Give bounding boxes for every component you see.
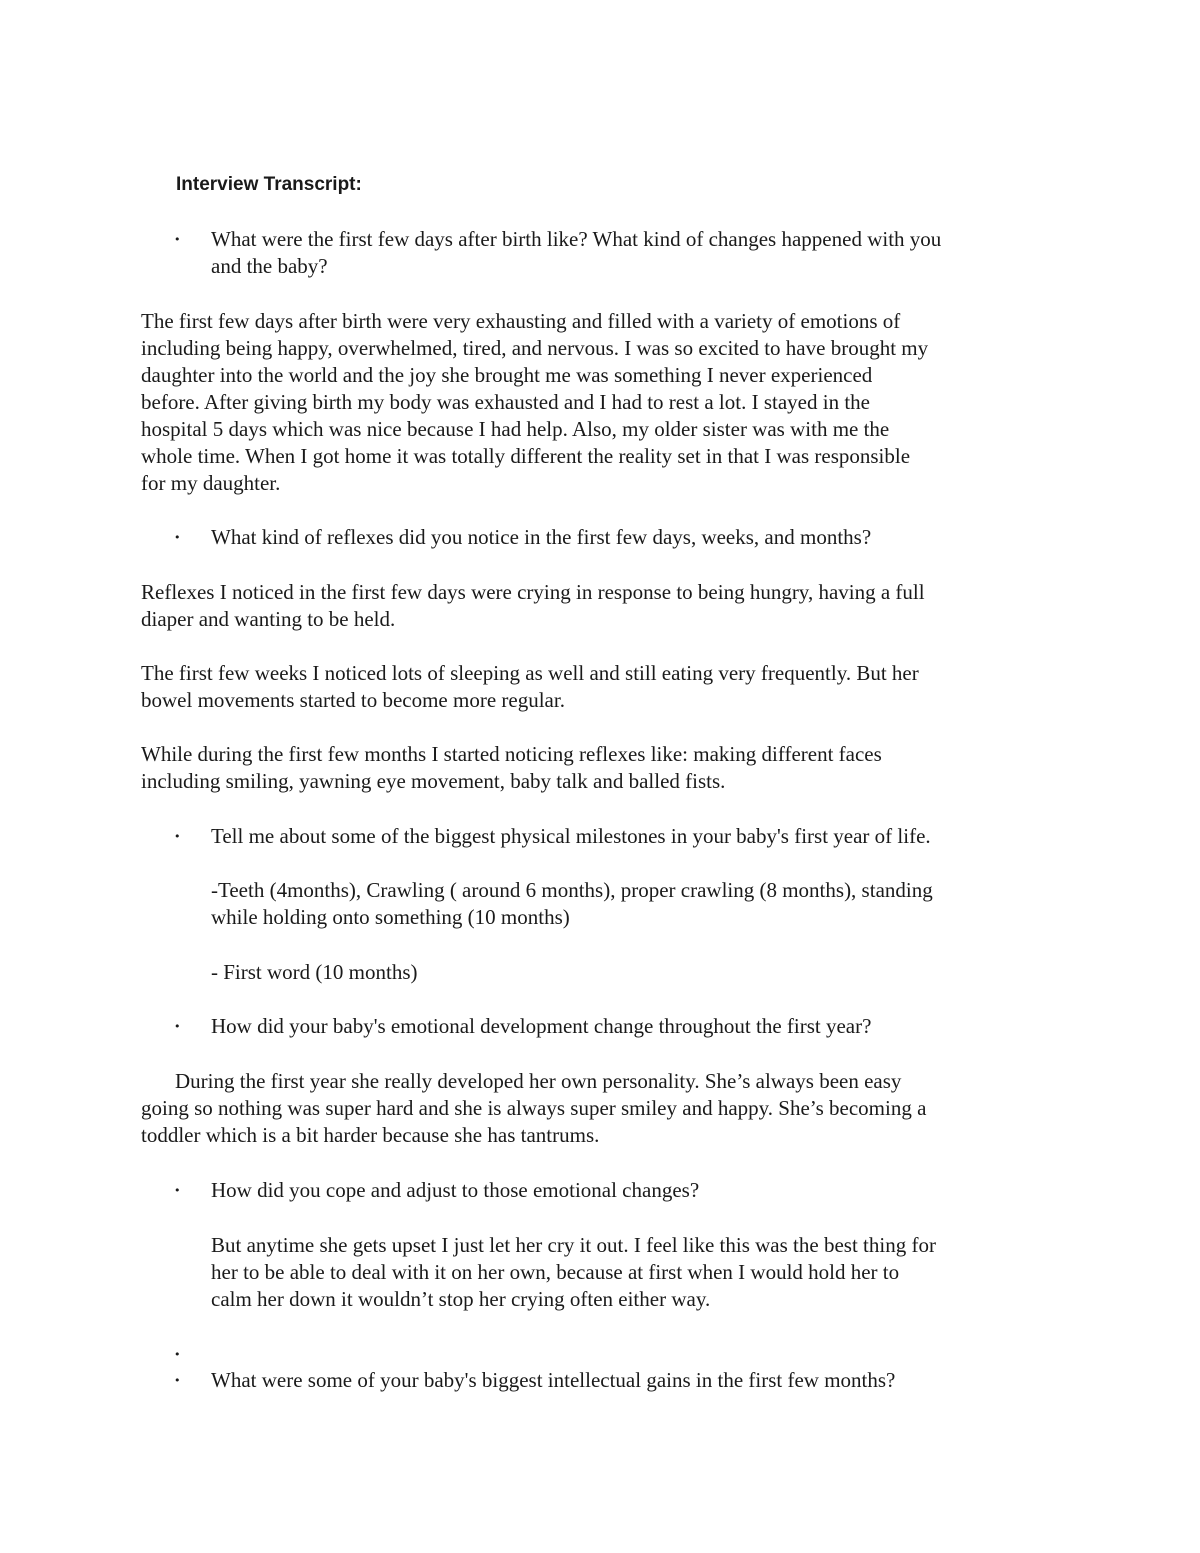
answer-4-line: toddler which is a bit harder because she has tantrums. [141,1123,600,1147]
question-2 [211,524,871,551]
bullet-marker: • [174,1184,181,1197]
answer-3a-line: while holding onto something (10 months) [211,905,570,929]
document-title: Interview Transcript: [176,174,362,195]
answer-1-line: whole time. When I got home it was totally different the reality set in that I was responsible [141,444,911,468]
answer-1-line: daughter into the world and the joy she brought me was something I never experienced [141,363,873,387]
bullet-marker-empty: • [174,1348,181,1361]
answer-2c [141,741,882,795]
answer-1-line: before. After giving birth my body was exhausted and I had to rest a lot. I stayed in the [141,390,870,414]
question-6 [211,1367,895,1394]
question-1 [211,226,941,280]
answer-3a-line: -Teeth (4months), Crawling ( around 6 months), proper crawling (8 months), standing [211,878,933,902]
answer-1-line: for my daughter. [141,471,281,495]
question-4-line: How did your baby's emotional development change throughout the first year? [211,1014,872,1038]
question-3-line: Tell me about some of the biggest physical milestones in your baby's first year of life. [211,824,931,848]
question-2-line: What kind of reflexes did you notice in the first few days, weeks, and months? [211,525,872,549]
answer-1 [141,308,928,497]
answer-2a-line: diaper and wanting to be held. [141,607,396,631]
bullet-marker: • [174,1020,181,1033]
answer-4-line: going so nothing was super hard and she is always super smiley and happy. She’s becoming a [141,1096,927,1120]
question-1-line: and the baby? [211,254,328,278]
answer-3a [211,877,933,931]
answer-2c-line: While during the first few months I started noticing reflexes like: making different faces [141,742,882,766]
bullet-marker: • [174,1374,181,1387]
answer-4 [141,1068,926,1149]
question-5-line: How did you cope and adjust to those emotional changes? [211,1178,700,1202]
answer-3b-line: - First word (10 months) [211,960,418,984]
bullet-marker: • [174,233,181,246]
answer-2a [141,579,925,633]
answer-2b-line: bowel movements started to become more regular. [141,688,565,712]
answer-2b [141,660,919,714]
question-3 [211,823,931,850]
answer-1-line: hospital 5 days which was nice because I had help. Also, my older sister was with me the [141,417,890,441]
answer-2a-line: Reflexes I noticed in the first few days were crying in response to being hungry, having a full [141,580,925,604]
answer-5-line: her to be able to deal with it on her own, because at first when I would hold her to [211,1260,900,1284]
answer-1-line: including being happy, overwhelmed, tired, and nervous. I was so excited to have brought my [141,336,929,360]
answer-5-line: calm her down it wouldn’t stop her crying often either way. [211,1287,711,1311]
answer-4-line: During the first year she really developed her own personality. She’s always been easy [175,1069,902,1093]
answer-5 [211,1232,936,1313]
bullet-marker: • [174,830,181,843]
answer-1-line: The first few days after birth were very exhausting and filled with a variety of emotions of [141,309,901,333]
question-6-line: What were some of your baby's biggest intellectual gains in the first few months? [211,1368,896,1392]
answer-3b [211,959,418,986]
question-1-line: What were the first few days after birth like? What kind of changes happened with you [211,227,942,251]
question-5 [211,1177,699,1204]
answer-2c-line: including smiling, yawning eye movement, baby talk and balled fists. [141,769,726,793]
answer-2b-line: The first few weeks I noticed lots of sleeping as well and still eating very frequently. But her [141,661,919,685]
answer-5-line: But anytime she gets upset I just let her cry it out. I feel like this was the best thing for [211,1233,936,1257]
question-4 [211,1013,871,1040]
bullet-marker: • [174,531,181,544]
